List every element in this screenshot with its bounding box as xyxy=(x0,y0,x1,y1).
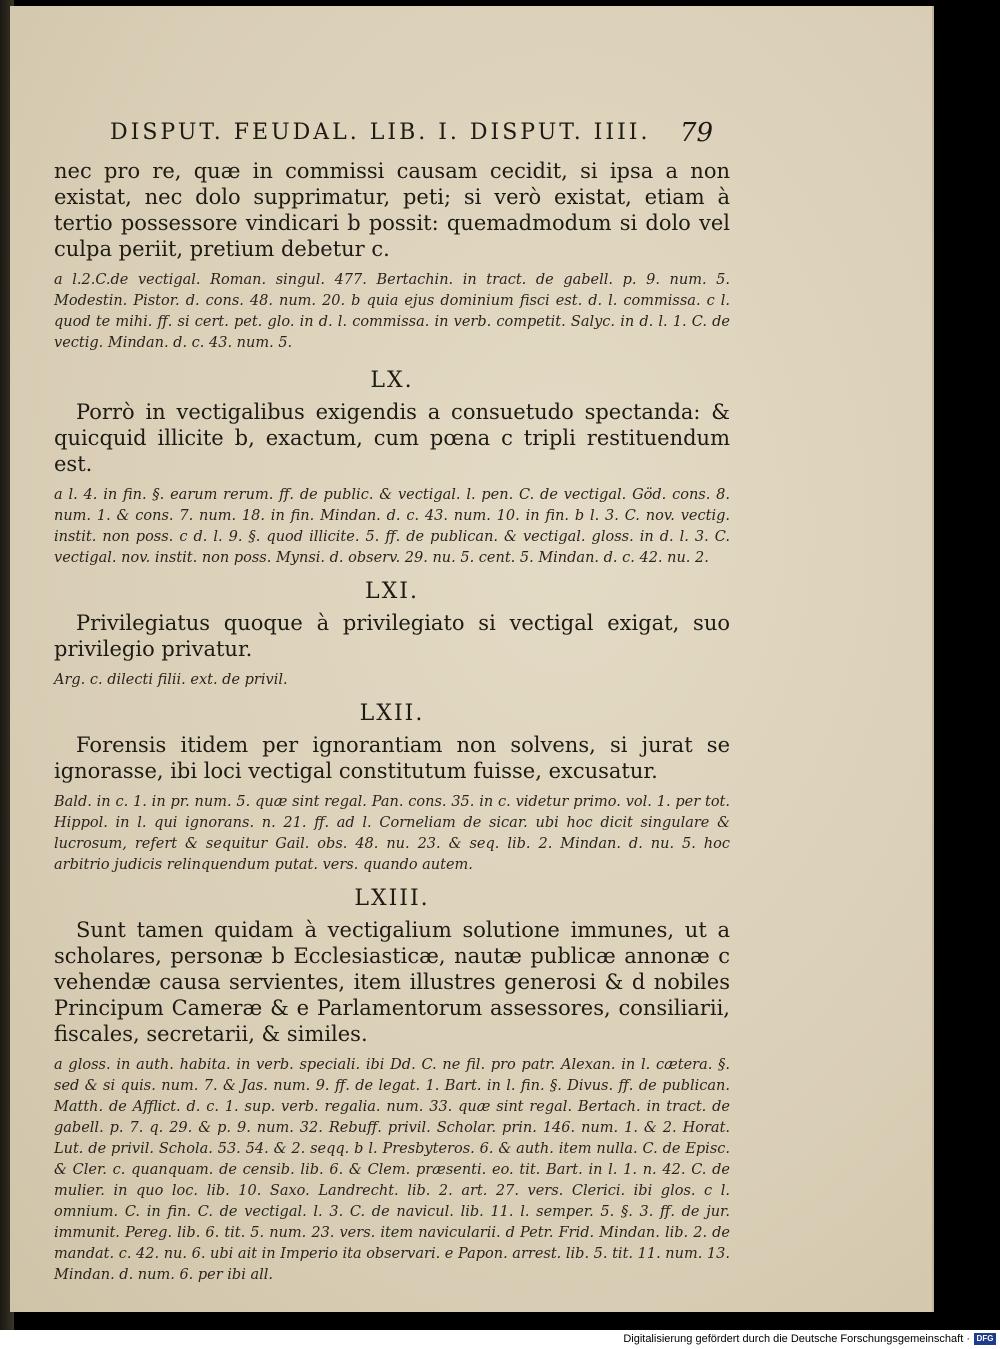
funding-credit: Digitalisierung gefördert durch die Deutsche Forschungsgemeinschaft · xyxy=(623,1333,970,1345)
section-heading-lx: LX. xyxy=(370,368,414,393)
book-page xyxy=(10,6,934,1312)
page-content xyxy=(54,158,730,1286)
section-lxii-paragraph: Forensis itidem per ignorantiam non solvens, si jurat se ignorasse, ibi loci vectigal constitutum fuisse, excusatur. xyxy=(54,733,730,783)
footer-bar xyxy=(0,1330,1000,1349)
section-heading-lxii: LXII. xyxy=(359,701,425,726)
section-heading-lxiii: LXIII. xyxy=(354,886,430,911)
section-lxi-paragraph: Privilegiatus quoque à privilegiato si vectigal exigat, suo privilegio privatur. xyxy=(54,611,730,661)
running-title: DISPUT. FEUDAL. LIB. I. DISPUT. IIII. xyxy=(110,120,651,145)
section-lxiii-paragraph: Sunt tamen quidam à vectigalium solutione immunes, ut a scholares, personæ b Ecclesiasticæ, nautæ publicæ annonæ c vehendæ causa servientes, item illustres generosi & d nobiles Principum Cameræ & e Parlamentorum assessores, consiliarii, fiscales, secretarii, & similes. xyxy=(54,918,730,1046)
section-lxii-footnotes: Bald. in c. 1. in pr. num. 5. quæ sint regal. Pan. cons. 35. in c. videtur primo. vol. 1. per tot. Hippol. in l. qui ignorans. n. 21. ff. ad l. Corneliam de sicar. ubi hoc dicit singulare & lucrosum, refert & sequitur Gail. obs. 48. nu. 23. & seq. lib. 2. Mindan. d. nu. 5. hoc arbitrio judicis relinquendum putat. vers. quando autem. xyxy=(54,794,730,873)
intro-paragraph: nec pro re, quæ in commissi causam cecidit, si ipsa a non existat, nec dolo supprimatur, peti; si verò existat, etiam à tertio possessore vindicari b possit: quemadmodum si dolo vel culpa periit, pretium debetur c. xyxy=(54,159,730,261)
section-lxiii-footnotes: a gloss. in auth. habita. in verb. speciali. ibi Dd. C. ne fil. pro patr. Alexan. in l. cætera. §. sed & si quis. num. 7. & Jas. num. 9. ff. de legat. 1. Bart. in l. fin. §. Divus. ff. de publican. Matth. de Afflict. d. c. 1. sup. verb. regalia. num. 33. quæ sint regal. Bertach. in tract. de gabell. p. 7. q. 29. & p. 9. num. 32. Rebuff. privil. Scholar. prin. 146. num. 1. & 2. Horat. Lut. de privil. Schola. 53. 54. & 2. seqq. b l. Presbyteros. 6. & auth. item nulla. C. de Episc. & Cler. c. quanquam. de censib. lib. 6. & Clem. præsenti. eo. tit. Bart. in l. 1. n. 42. C. de mulier. in quo loc. lib. 10. Saxo. Landrecht. lib. 2. art. 27. vers. Clerici. ibi glos. c l. omnium. C. in fin. C. de vectigal. l. 3. C. de navicul. lib. 11. l. semper. 5. §. 3. ff. de jur. immunit. Pereg. lib. 6. tit. 5. num. 23. vers. item navicularii. d Petr. Frid. Mindan. lib. 2. de mandat. c. 42. nu. 6. ubi ait in Imperio ita observari. e Papon. arrest. lib. 5. tit. 11. num. 13. Mindan. d. num. 6. per ibi all. xyxy=(54,1057,730,1283)
section-heading-lxi: LXI. xyxy=(365,579,419,604)
dfg-logo: DFG xyxy=(974,1333,996,1345)
section-lx-paragraph: Porrò in vectigalibus exigendis a consuetudo spectanda: & quicquid illicite b, exactum, cum pœna c tripli restituendum est. xyxy=(54,400,730,476)
page-number: 79 xyxy=(680,118,714,148)
section-lx-footnotes: a l. 4. in fin. §. earum rerum. ff. de public. & vectigal. l. pen. C. de vectigal. Göd. cons. 8. num. 1. & cons. 7. num. 18. in fin. Mindan. d. c. 43. num. 10. in fin. b l. 3. C. nov. vectig. instit. non poss. c d. l. 9. §. quod illicite. 5. ff. de publican. & vectigal. gloss. in d. l. 3. C. vectigal. nov. instit. non poss. Mynsi. d. observ. 29. nu. 5. cent. 5. Mindan. d. c. 42. nu. 2. xyxy=(54,487,730,566)
section-lxi-footnotes: Arg. c. dilecti filii. ext. de privil. xyxy=(54,672,288,688)
intro-footnotes: a l.2.C.de vectigal. Roman. singul. 477. Bertachin. in tract. de gabell. p. 9. num. 5. Modestin. Pistor. d. cons. 48. num. 20. b quia ejus dominium fisci est. d. l. commissa. c l. quod te mihi. ff. si cert. pet. glo. in d. l. commissa. in verb. competit. Salyc. in d. l. 1. C. de vectig. Mindan. d. c. 43. num. 5. xyxy=(54,272,730,351)
